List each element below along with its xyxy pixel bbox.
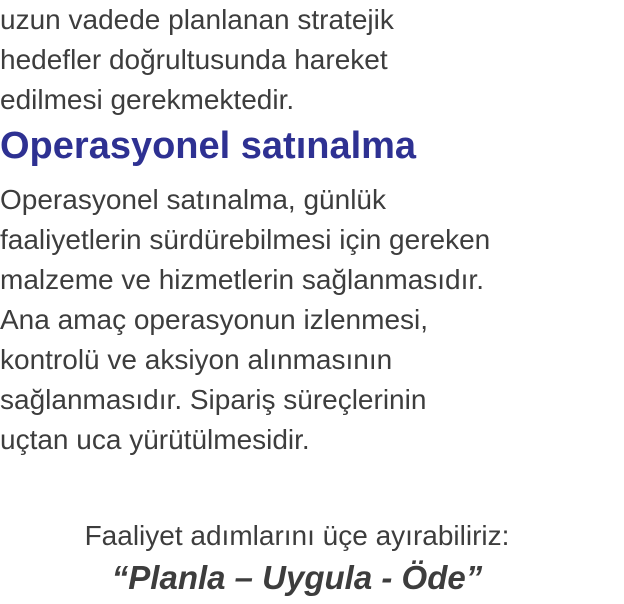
body-paragraph-line-5: kontrolü ve aksiyon alınmasının: [0, 344, 393, 375]
body-paragraph-line-1: Operasyonel satınalma, günlük: [0, 184, 386, 215]
body-paragraph-line-2: faaliyetlerin sürdürebilmesi için gereken: [0, 224, 491, 255]
body-paragraph: [0, 180, 594, 460]
body-paragraph-line-7: uçtan uca yürütülmesidir.: [0, 424, 310, 455]
intro-paragraph-line-3: edilmesi gerekmektedir.: [0, 84, 295, 115]
intro-paragraph: [0, 0, 594, 120]
body-paragraph-line-3: malzeme ve hizmetlerin sağlanmasıdır.: [0, 264, 484, 295]
body-paragraph-line-6: sağlanmasıdır. Sipariş süreçlerinin: [0, 384, 427, 415]
footer-intro-line: Faaliyet adımlarını üçe ayırabiliriz:: [84, 520, 510, 551]
footer-quote-line: “Planla – Uygula - Öde”: [111, 559, 483, 596]
intro-paragraph-line-1: uzun vadede planlanan stratejik: [0, 4, 394, 35]
footer-block: [0, 516, 594, 600]
section-heading: Operasyonel satınalma: [0, 125, 417, 167]
body-paragraph-line-4: Ana amaç operasyonun izlenmesi,: [0, 304, 429, 335]
intro-paragraph-line-2: hedefler doğrultusunda hareket: [0, 44, 388, 75]
